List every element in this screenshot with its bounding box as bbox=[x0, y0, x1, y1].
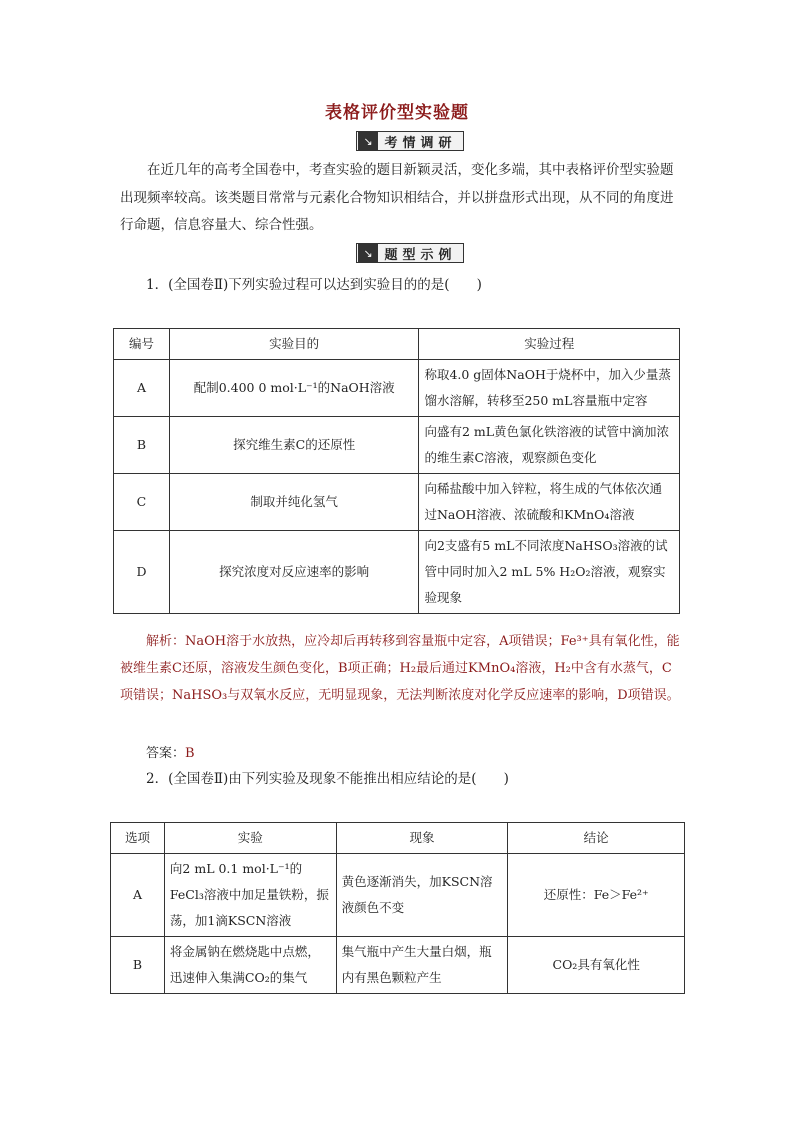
option-id: B bbox=[114, 417, 170, 474]
page-title: 表格评价型实验题 bbox=[325, 103, 469, 123]
experiment-goal: 制取并纯化氢气 bbox=[169, 474, 419, 531]
experiment-process: 向盛有2 mL黄色氯化铁溶液的试管中滴加浓的维生素C溶液，观察颜色变化 bbox=[419, 417, 680, 474]
experiment-process: 称取4.0 g固体NaOH于烧杯中，加入少量蒸馏水溶解，转移至250 mL容量瓶中定容 bbox=[419, 360, 680, 417]
table-row bbox=[111, 854, 685, 937]
arrow-icon: ↘ bbox=[358, 244, 378, 262]
experiment-goal: 探究维生素C的还原性 bbox=[169, 417, 419, 474]
table-row bbox=[114, 360, 680, 417]
conclusion-cell: 还原性：Fe＞Fe²⁺ bbox=[508, 854, 685, 937]
option-id: A bbox=[114, 360, 170, 417]
experiment-goal: 探究浓度对反应速率的影响 bbox=[169, 531, 419, 614]
section-banner-kaoqing bbox=[356, 131, 464, 151]
arrow-icon: ↘ bbox=[358, 132, 378, 150]
question-1-stem: 1．(全国卷Ⅱ)下列实验过程可以达到实验目的的是( ) bbox=[146, 277, 482, 293]
header-cell: 选项 bbox=[111, 823, 165, 854]
question-2-stem: 2．(全国卷Ⅱ)由下列实验及现象不能推出相应结论的是( ) bbox=[146, 771, 509, 787]
table-row bbox=[114, 531, 680, 614]
header-cell: 实验 bbox=[164, 823, 336, 854]
table-header-row bbox=[111, 823, 685, 854]
conclusion-cell: CO₂具有氧化性 bbox=[508, 937, 685, 994]
experiment-cell: 将金属钠在燃烧匙中点燃，迅速伸入集满CO₂的集气 bbox=[164, 937, 336, 994]
intro-paragraph: 在近几年的高考全国卷中，考查实验的题目新颖灵活，变化多端，其中表格评价型实验题出现频率较高。该类题目常常与元素化合物知识相结合，并以拼盘形式出现，从不同的角度进行命题，信息容量大、综合性强。 bbox=[120, 162, 674, 233]
table-row bbox=[111, 937, 685, 994]
phenomenon-cell: 集气瓶中产生大量白烟，瓶内有黑色颗粒产生 bbox=[336, 937, 508, 994]
question-1-table bbox=[113, 328, 680, 614]
answer-label: 答案： bbox=[146, 746, 186, 761]
option-id: C bbox=[114, 474, 170, 531]
header-cell: 实验目的 bbox=[169, 329, 419, 360]
option-id: A bbox=[111, 854, 165, 937]
experiment-goal: 配制0.400 0 mol·L⁻¹的NaOH溶液 bbox=[169, 360, 419, 417]
banner-label: 考情调研 bbox=[384, 135, 457, 151]
header-cell: 现象 bbox=[336, 823, 508, 854]
table-row bbox=[114, 417, 680, 474]
experiment-process: 向稀盐酸中加入锌粒，将生成的气体依次通过NaOH溶液、浓硫酸和KMnO₄溶液 bbox=[419, 474, 680, 531]
header-cell: 结论 bbox=[508, 823, 685, 854]
question-2-table bbox=[110, 822, 685, 994]
experiment-process: 向2支盛有5 mL不同浓度NaHSO₃溶液的试管中同时加入2 mL 5% H₂O₂溶液，观察实验现象 bbox=[419, 531, 680, 614]
experiment-cell: 向2 mL 0.1 mol·L⁻¹的FeCl₃溶液中加足量铁粉，振荡，加1滴KSCN溶液 bbox=[164, 854, 336, 937]
option-id: D bbox=[114, 531, 170, 614]
question-1-analysis: 解析：NaOH溶于水放热，应冷却后再转移到容量瓶中定容，A项错误；Fe³⁺具有氧化性，能被维生素C还原，溶液发生颜色变化，B项正确；H₂最后通过KMnO₄溶液，H₂中含有水蒸气，C项错误；NaHSO₃与双氧水反应，无明显现象，无法判断浓度对化学反应速率的影响，D项错误。 bbox=[120, 634, 680, 703]
table-header-row bbox=[114, 329, 680, 360]
table-row bbox=[114, 474, 680, 531]
phenomenon-cell: 黄色逐渐消失，加KSCN溶液颜色不变 bbox=[336, 854, 508, 937]
header-cell: 实验过程 bbox=[419, 329, 680, 360]
answer-value: B bbox=[185, 746, 195, 761]
header-cell: 编号 bbox=[114, 329, 170, 360]
question-1-answer bbox=[146, 742, 195, 761]
option-id: B bbox=[111, 937, 165, 994]
section-banner-tixing bbox=[356, 243, 464, 263]
banner-label: 题型示例 bbox=[384, 247, 457, 263]
